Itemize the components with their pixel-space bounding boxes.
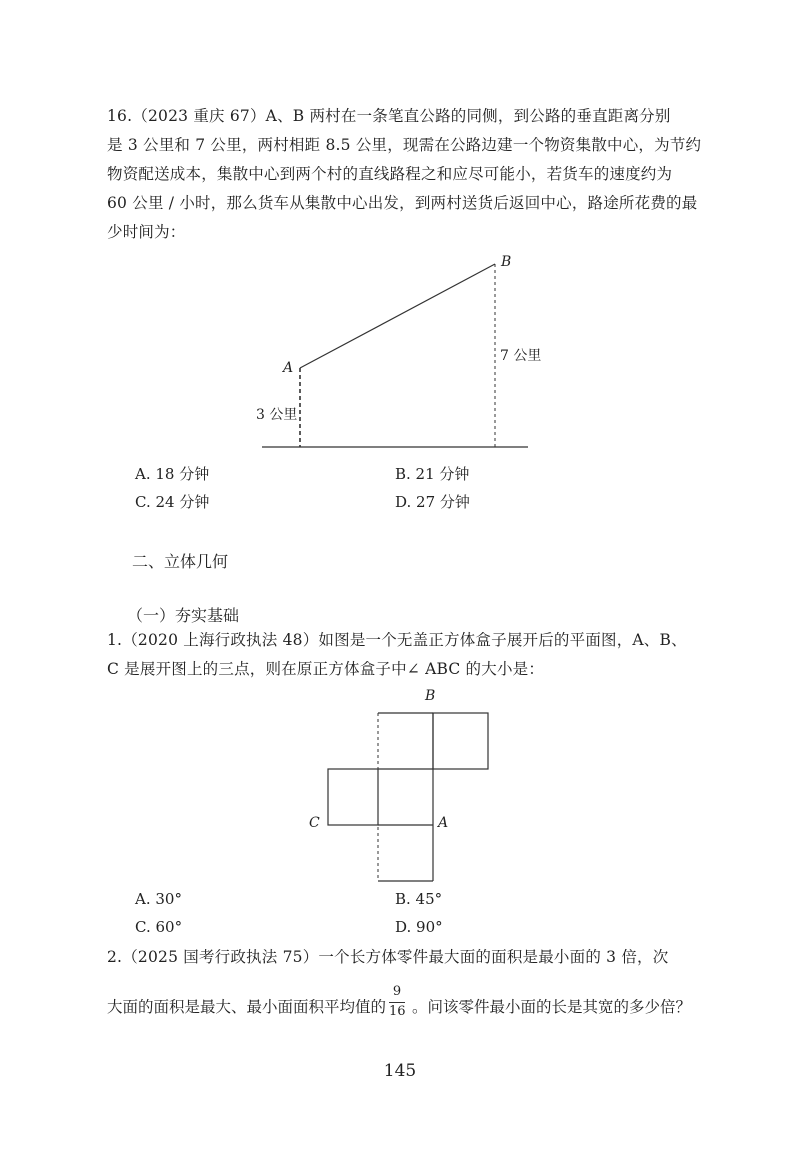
q16-option-b: B. 21 分钟	[395, 465, 470, 483]
q1-line-1: 1.（2020 上海行政执法 48）如图是一个无盖正方体盒子展开后的平面图，A、B、	[107, 631, 687, 649]
q2-line-1: 2.（2025 国考行政执法 75）一个长方体零件最大面的面积是最小面的 3 倍，次	[107, 948, 669, 966]
section-title: 二、立体几何	[132, 552, 229, 571]
section-subtitle: （一）夯实基础	[127, 606, 240, 625]
question-2-text	[107, 943, 697, 972]
q1-label-c: C	[309, 815, 320, 831]
q16-option-c: C. 24 分钟	[135, 493, 210, 511]
q16-line-1: 16.（2023 重庆 67）A、B 两村在一条笔直公路的同侧，到公路的垂直距离分别	[107, 107, 671, 125]
q1-option-a: A. 30°	[135, 890, 182, 908]
question-16-text	[107, 102, 702, 247]
q2-line-2-pre: 大面的面积是最大、最小面面积平均值的	[107, 998, 387, 1016]
q16-distance-b: 7 公里	[500, 348, 542, 364]
page-number: 145	[383, 1061, 417, 1081]
question-1-text	[107, 626, 697, 684]
q16-label-b: B	[501, 254, 512, 270]
q16-line-4: 60 公里 / 小时，那么货车从集散中心出发，到两村送货后返回中心，路途所花费的最	[107, 194, 698, 212]
q1-option-b: B. 45°	[395, 890, 443, 908]
q1-line-2: C 是展开图上的三点，则在原正方体盒子中∠ ABC 的大小是：	[107, 660, 545, 678]
q16-line-2: 是 3 公里和 7 公里，两村相距 8.5 公里，现需在公路边建一个物资集散中心，为节约	[107, 136, 702, 154]
q16-option-a: A. 18 分钟	[135, 465, 210, 483]
q2-fraction-bar	[389, 1002, 405, 1003]
q16-line-5: 少时间为：	[107, 223, 186, 241]
q2-fraction-denominator: 16	[389, 1004, 406, 1019]
q16-option-d: D. 27 分钟	[395, 493, 470, 511]
q1-cube-net-diagram	[320, 705, 500, 885]
q1-label-a: A	[438, 815, 449, 831]
q16-line-3: 物资配送成本，集散中心到两个村的直线路程之和应尽可能小，若货车的速度约为	[107, 165, 673, 183]
q2-fraction-numerator: 9	[392, 984, 402, 999]
q16-label-a: A	[283, 360, 294, 376]
q1-label-b: B	[425, 688, 436, 704]
q1-option-c: C. 60°	[135, 918, 183, 936]
q1-option-d: D. 90°	[395, 918, 443, 936]
segment-ab	[300, 264, 495, 368]
q2-line-2-post: 。问该零件最小面的长是其宽的多少倍？	[412, 998, 692, 1016]
q16-distance-a: 3 公里	[256, 407, 298, 423]
